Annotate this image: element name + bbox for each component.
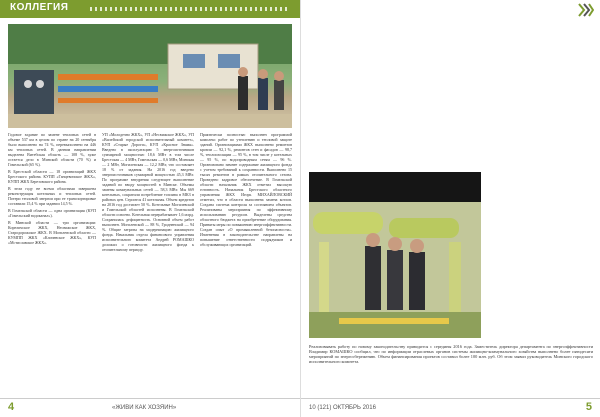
right-page [300, 0, 600, 417]
left-column-1 [8, 132, 96, 245]
paragraph-4: В Гомельской области — одна организация (КУП «Гомельский водоканал»). [8, 208, 96, 218]
column-2-text: УП «Молодечно ЖКХ», УП «Несвижское ЖКХ», УП «Вилейский городской исполнительный комитет», КУП «Старые Дороги», КУП «Красное Знамя». Введено в эксплуатацию 5 энергоисточников суммарной мощностью 18,6 МВт в том числе Брестская — 4 МВт, Гомельская — 0,6 МВт, Минская — 2 МВт, Могилевская — 12,2 МВт, что составляет 18 % от задания. На 2016 год введено энергоисточников суммарной мощностью 45,3 МВт. По программе внедрения следующее выполнение заданий по вводу мощностей в Минске. Объемы замены коммунальных сетей — 58,3 МВт. Мы 669 котельных, сократили потребление топлива в МКЗ в районах цен. Строится 41 котельная. Объем кредитов на 2016 год достигает 50 %. Котельные Могилевской и Гомельской областей исполнены. В Гомельской области освоено. Котельная перерабатывает 1,6 млрд. Сохранилась дефицитность. Основной объем работ выполнен. Могилевской — 88 %, Гродненской — 94 %. Общие затраты на модернизацию жилищного фонда. Начальник отдела финансового управления исполнительного комитета Андрей РОМАШКО доложил о готовности жилищного фонда к отопительному периоду. [102, 132, 194, 252]
paragraph-2: В Брестской области — 18 организаций ЖКХ Брестского района. КУПП «Ганцевичское ЖКХ», КУПП ЖКХ Березовского района. [8, 169, 96, 184]
field-visit-illustration [8, 24, 292, 128]
field-visit-photo [8, 24, 292, 128]
page-number-right: 5 [585, 401, 592, 413]
boiler-room-illustration [309, 172, 481, 338]
paragraph-5: В Минской области — три организации: Кореличское ЖКХ, Несвижское ЖКХ, Стародорожское ЖКХ. В Могилевской области — КУМПП ЖКХ «Кличевское ЖКХ», КУП «Мстиславское ЖКХ». [8, 220, 96, 245]
footer-rule-right [301, 398, 600, 399]
issue-info: 10 (121) ОКТЯБРЬ 2016 [309, 405, 376, 411]
right-caption [309, 344, 593, 364]
paragraph-1: Годовое задание по замене тепловых сетей в объеме 537 км в целом по стране на 20 сентября было выполнено на 74 %, перевыполнено на 446 км тепловых сетей. В данном направлении выделена Витебская область — 108 %, хуже остается дело в Минской области (70 %) и Гомельской (65 %). [8, 132, 96, 167]
section-header [0, 0, 300, 18]
footer-rule [0, 398, 300, 399]
page-number-left: 4 [8, 401, 15, 413]
caption-text: Реализовывать работу по новому законодательству приводится с середины 2016 года. Заместитель директора департамента по энергоэффективности Владимир КОМАШКО сообщил, что по информации отраслевых органов системы жилищно-коммунального хозяйства выполнено более пятидесяти мероприятий по энергосбережению. Объем финансирования проектов составил более 100 млн. руб. Об этом заявил руководитель Минского городского исполнительного комитета. [309, 344, 593, 364]
boiler-room-photo [309, 172, 481, 338]
logo-icon [578, 2, 594, 18]
header-dots [90, 7, 290, 11]
paragraph-3: В этом году не всеми областями завершена реконструкция котельных и тепловых сетей. Потери тепловой энергии при ее транспортировке составили 15,4 % при задании 14,5 %. [8, 186, 96, 206]
left-column-3 [200, 132, 292, 247]
column-3-text: Практически полностью выполнен программой комплекс работ по утеплению и тепловой защите зданий. Организациями ЖКХ выполнено ремонтов кровли — 92,1 %, ремонтов стен и фасадов — 98,7 %, теплоизоляции — 95 %, в том числе у котельных — 95 %, по водопроводным сетям — 96 %. Организовано зимнее содержание жилищного фонда с учетом требований к сохранности. Выполнено 15 тысяч ремонтов в рамках отопительного сезона. Проведено кадровое обеспечение. В Гомельской области начальник ЖКХ отметил высокую готовность. Начальник Брестского областного управления ЖКХ Игорь МИХАЙЛОВСКИЙ отметил, что в области выполнена замена котлов. Создана система контроля за состоянием объектов. Реализованы мероприятия по эффективному использованию ресурсов. Выделены средства областного бюджета на приобретение оборудования. Приняты меры по повышению энергоэффективности. Создан опыт «О промышленной безопасности». Изменения в законодательстве направлены на повышение ответственности подрядчиков и обслуживающих организаций. [200, 132, 292, 247]
magazine-logo [578, 2, 594, 18]
left-column-2 [102, 132, 194, 252]
magazine-name: «ЖИВИ КАК ХОЗЯИН» [112, 405, 177, 411]
section-label: КОЛЛЕГИЯ [10, 2, 69, 13]
